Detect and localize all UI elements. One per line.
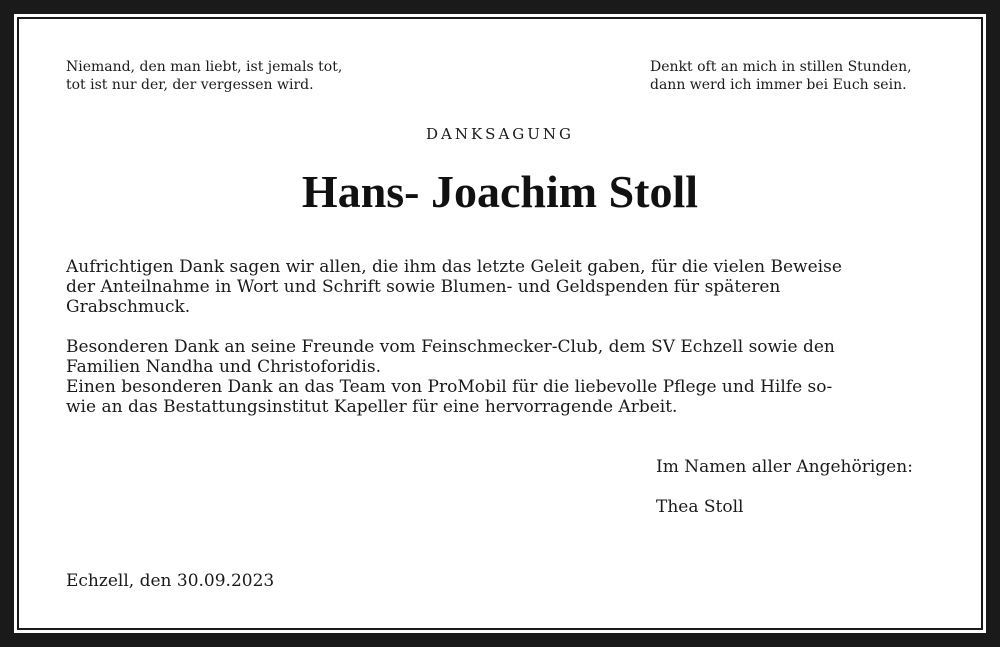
- paragraph-line: Familien Nandha und Christoforidis.: [66, 357, 381, 377]
- quote-right-line: dann werd ich immer bei Euch sein.: [650, 77, 907, 93]
- quote-right-line: Denkt oft an mich in stillen Stunden,: [650, 59, 912, 75]
- paragraph-line: Aufrichtigen Dank sagen wir allen, die ihm das letzte Geleit gaben, für die vielen Beweise: [66, 257, 842, 277]
- place-date: Echzell, den 30.09.2023: [66, 571, 275, 591]
- notice-inner-border: [17, 17, 983, 630]
- notice-label: DANKSAGUNG: [425, 125, 575, 143]
- paragraph-line: der Anteilnahme in Wort und Schrift sowie Blumen- und Geldspenden für späteren: [66, 277, 781, 297]
- quote-left: [66, 58, 342, 94]
- paragraph-line: Besonderen Dank an seine Freunde vom Feinschmecker-Club, dem SV Echzell sowie den: [66, 337, 835, 357]
- deceased-name: Hans- Joachim Stoll: [301, 166, 699, 217]
- paragraph-line: Grabschmuck.: [66, 297, 191, 317]
- thanks-paragraph-1: [66, 257, 942, 317]
- paragraph-line: Einen besonderen Dank an das Team von ProMobil für die liebevolle Pflege und Hilfe so-: [66, 377, 833, 397]
- quote-left-line: tot ist nur der, der vergessen wird.: [66, 77, 314, 93]
- quote-right: [650, 58, 912, 94]
- thanks-paragraph-2: [66, 337, 942, 417]
- paragraph-line: wie an das Bestattungsinstitut Kapeller für eine hervorragende Arbeit.: [66, 397, 678, 417]
- signature-name: Thea Stoll: [656, 497, 744, 517]
- quote-left-line: Niemand, den man liebt, ist jemals tot,: [66, 59, 343, 75]
- signature-label: Im Namen aller Angehörigen:: [656, 457, 913, 477]
